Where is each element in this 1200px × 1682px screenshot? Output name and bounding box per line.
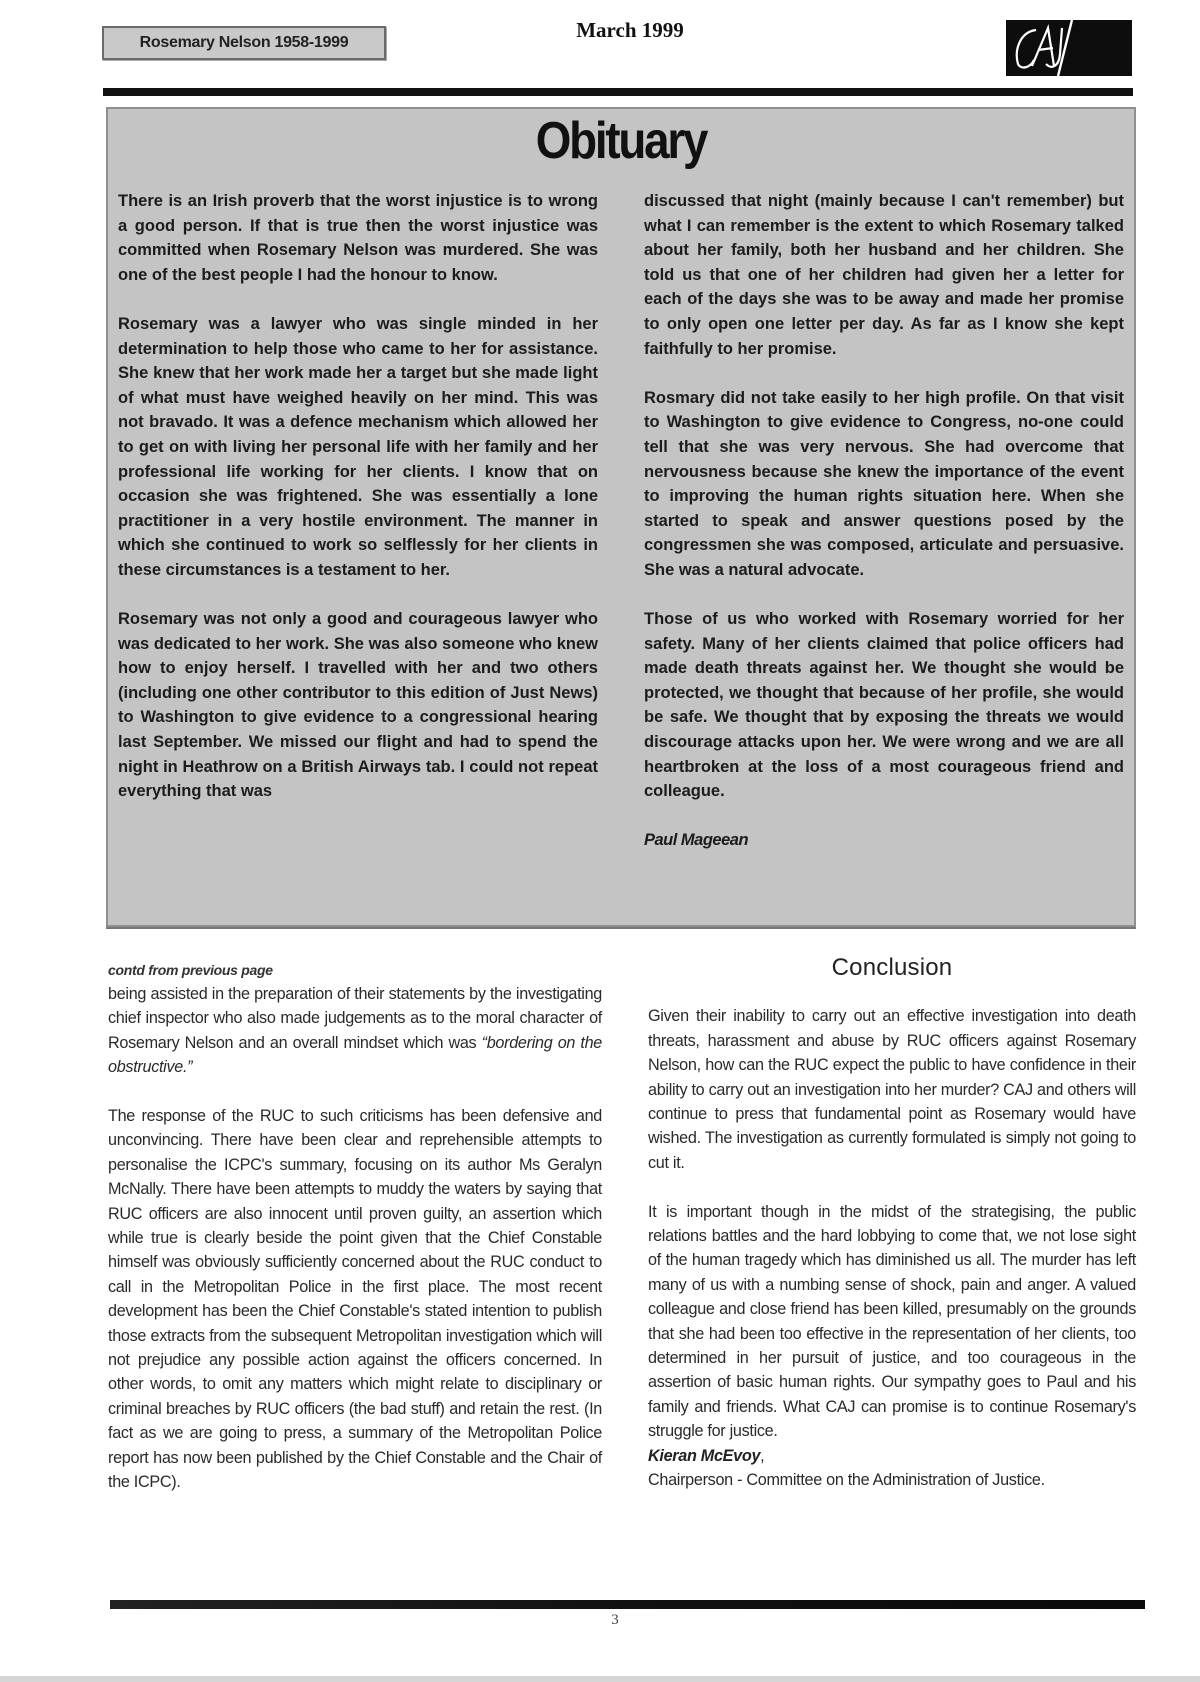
obituary-paragraph: Rosemary was not only a good and courageous lawyer who was dedicated to her work. She was also someone who knew how to enjoy herself. I travelled with her and two others (including one other contributor to this edition of Just News) to Washington to give evidence to a congressional hearing last September. We missed our flight and had to spend the night in Heathrow on a British Airways tab. I could not repeat everything that was [118,610,598,801]
caj-logo-script-icon [1006,20,1132,76]
conclusion-heading: Conclusion [831,954,953,981]
author-role: Chairperson - Committee on the Administration of Justice. [648,1471,1045,1490]
footer-divider [110,1600,1145,1609]
article-paragraph [108,982,602,1080]
obituary-paragraph: Rosemary was a lawyer who was single minded in her determination to help those who came to her for assistance. She knew that her work made her a target but she made light of what must have weighed heavily on her mind. This was not bravado. It was a defence mechanism which allowed her to get on with living her personal life with her family and her professional life working for her clients. I know that on occasion she was frightened. She was essentially a lone practitioner in a very hostile environment. The manner in which she continued to work so selflessly for her clients in these circumstances is a testament to her. [118,314,598,579]
obituary-paragraph: There is an Irish proverb that the worst injustice is to wrong a good person. If that is true then the worst injustice was committed when Rosemary Nelson was murdered. She was one of the best people I had the honour to know. [118,192,598,284]
page-number: 3 [611,1612,619,1628]
continued-article-column [108,960,602,1519]
page-edge [0,1676,1200,1682]
obituary-paragraph: discussed that night (mainly because I can't remember) but what I can remember is the extent to which Rosemary talked about her family, both her husband and her children. She told us that one of her children had given her a letter for each of the days she was to be away and made her promise to only open one letter per day. As far as I know she kept faithfully to her promise. [644,192,1124,358]
conclusion-column [648,954,1136,1493]
article-text: being assisted in the preparation of their statements by the investigating chief inspector who also made judgements as to the moral character of Rosemary Nelson and an overall mindset which was [108,985,602,1052]
obituary-paragraph: Rosmary did not take easily to her high profile. On that visit to Washington to give evidence to Congress, no-one could tell that she was very nervous. She had overcome that nervousness because she knew the importance of the event to improving the human rights situation here. When she started to speak and answer questions posed by the congressmen she was composed, articulate and persuasive. She was a natural advocate. [644,388,1124,579]
obituary-left-column [118,189,598,828]
section-tag: Rosemary Nelson 1958-1999 [102,26,386,60]
conclusion-paragraph: It is important though in the midst of the strategising, the public relations battles and the hard lobbying to come that, we not lose sight of the human tragedy which has diminished us all. The murder has left many of us with a numbing sense of shock, pain and anger. A valued colleague and close friend has been killed, presumably on the grounds that she had been too effective in the representation of her clients, too determined in her pursuit of justice, and too courageous in the assertion of basic human rights. Our sympathy goes to Paul and his family and friends. What CAJ can promise is to continue Rosemary's struggle for justice. [648,1202,1136,1441]
author-name-suffix: , [760,1446,765,1465]
obituary-paragraph: Those of us who worked with Rosemary worried for her safety. Many of her clients claimed that police officers had made death threats against her. We thought she would be protected, we thought that because of her profile, she would be safe. We thought that by exposing the threats we would discourage attacks upon her. We were wrong and we are all heartbroken at the loss of a most courageous friend and colleague. [644,610,1124,801]
obituary-signature: Paul Mageean [644,831,749,850]
issue-date: March 1999 [576,18,684,42]
article-quote: “bordering on the obstructive.” [108,1033,602,1077]
conclusion-author-block [648,1444,1136,1493]
obituary-box [106,107,1136,927]
article-paragraph: The response of the RUC to such criticisms has been defensive and unconvincing. There have been clear and reprehensible attempts to personalise the ICPC's summary, focusing on its author Ms Geralyn McNally. There have been attempts to muddy the waters by saying that RUC officers are also innocent until proven guilty, an assertion which while true is clearly beside the point given that the Chief Constable himself was obviously sufficiently concerned about the RUC conduct to call in the Metropolitan Police in the first place. The most recent development has been the Chief Constable's stated intention to publish those extracts from the subsequent Metropolitan investigation which will not prejudice any possible action against the officers concerned. In other words, to omit any matters which might relate to disciplinary or criminal breaches by RUC officers (the bad stuff) and retain the rest. (In fact as we are going to press, a summary of the Metropolitan Police report has now been published by the Chief Constable and the Chair of the ICPC). [108,1107,602,1492]
caj-logo [1006,20,1132,76]
author-name: Kieran McEvoy [648,1446,761,1465]
header-divider [103,88,1133,96]
obituary-title: Obituary [535,112,707,170]
conclusion-paragraph: Given their inability to carry out an effective investigation into death threats, harassment and abuse by RUC officers against Rosemary Nelson, how can the RUC expect the public to have confidence in their ability to carry out an investigation into her murder? CAJ and others will continue to press that fundamental point as Rosemary would have wished. The investigation as currently formulated is simply not going to cut it. [648,1007,1136,1172]
continued-label: contd from previous page [108,962,273,978]
obituary-right-column [644,189,1124,853]
